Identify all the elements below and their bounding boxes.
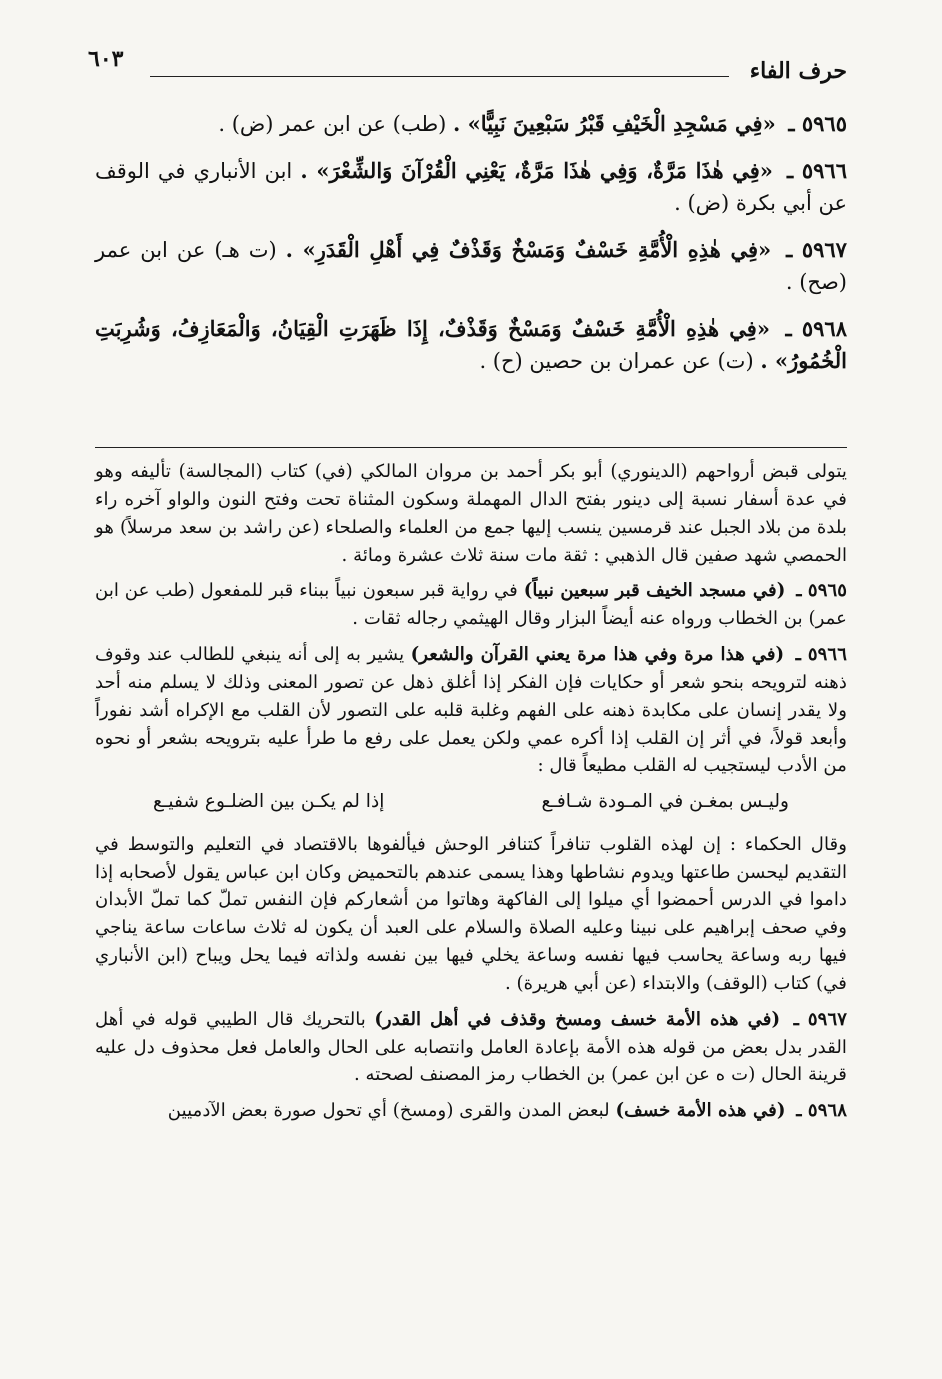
commentary-number: ٥٩٦٧ ـ [793,1008,847,1030]
commentary-lemma: (في هذه الأمة خسف) [615,1100,786,1122]
commentary-lemma: (في مسجد الخيف قبر سبعين نبياً) [523,580,786,602]
section-divider [95,447,847,448]
commentary-number: ٥٩٦٦ ـ [795,644,847,666]
entry-number: ٥٩٦٦ ـ [787,157,847,183]
poem-verse [95,788,847,816]
chapter-title: حرف الفاء [749,58,847,84]
hadith-reference: (ت هـ) عن ابن عمر (صح) . [95,237,847,295]
verse-second-hemistich: إذا لم يكـن بين الضلـوع شفيـع [153,791,385,813]
entry-number: ٥٩٦٧ ـ [786,236,847,262]
hadith-entry [95,108,847,141]
commentary-number: ٥٩٦٨ ـ [796,1100,847,1122]
commentary-paragraph: وقال الحكماء : إن لهذه القلوب تنافراً كتنافر الوحش فيألفوها بالاقتصاد في التعليم والتوسط في التقديم ليحسن طاعتها ويدوم نشاطها وهذا يسمى عندهم بالتحميض وكان ابن عباس يقول لأصحابه إذا داموا في الدرس أحمضوا أي ميلوا إلى الفاكهة وهاتوا من أشعاركم فإن النفس تملّ كما تملّ الأبدان وفي صحف إبراهيم على نبينا وعليه الصلاة والسلام على العبد أن يكون له ثلاث ساعات ساعة يناجي فيها ربه وساعة يحاسب فيها نفسه وساعة يخلي فيها بين نفسه ولذاته فيما يحل ويباح (ابن الأنباري في) كتاب (الوقف) والابتداء (عن أبي هريرة) . [95,833,847,994]
commentary-number: ٥٩٦٥ ـ [796,580,847,602]
page-number: ٦٠٣ [88,46,124,72]
hadith-text: «فِي هٰذِهِ الْأُمَّةِ خَسْفٌ وَمَسْخٌ وَقَذْفٌ، إِذَا ظَهَرَتِ الْقِيَانُ، وَالْمَعَازِفُ، وَشُرِبَتِ الْخُمُورُ» . [95,315,847,374]
header-rule [150,76,729,77]
commentary-paragraph [95,1006,847,1090]
hadith-list [95,108,847,392]
commentary-text: بالتحريك قال الطيبي قوله في أهل القدر بدل بعض من قوله هذه الأمة بإعادة العامل وانتصابه على الحال والعامل فعل محذوف دل عليه قرينة الحال (ت ه عن ابن عمر) بن الخطاب رمز المصنف لصحته . [95,1008,847,1086]
commentary-paragraph [95,577,847,633]
commentary-paragraph [95,1097,847,1125]
commentary-text: يشير به إلى أنه ينبغي للطالب عند وقوف ذهنه لترويحه بنحو شعر أو حكايات فإن الفكر إذا أغلق ذهل عن تصور المعنى وذلك لا يسلم منه أحد ولا يقدر إنسان على مكابدة ذهنه على الفهم وغلبة قلبه على التصور لأن القلب مع الإكراه أشد نفوراً وأبعد قولاً، في أثر إن القلب إذا أكره عمي ولكن يعمل على رفع ما طرأ عليه بترويحه بشعر أو نحوه من الأدب ليستجيب له القلب مطيعاً قال : [95,644,847,777]
verse-first-hemistich: وليـس بمغـن في المـودة شـافـع [541,791,789,813]
hadith-entry [95,313,847,378]
hadith-text: «فِي مَسْجِدِ الْخَيْفِ قَبْرُ سَبْعِينَ نَبِيًّا» . [453,111,776,136]
commentary-lemma: (في هذا مرة وفي هذا مرة يعني القرآن والشعر) [410,644,785,666]
commentary-section [95,458,847,1133]
hadith-reference: (ت) عن عمران بن حصين (ح) . [479,349,754,374]
entry-number: ٥٩٦٥ ـ [788,111,847,136]
hadith-text: «فِي هٰذَا مَرَّةٌ، وَفِي هٰذَا مَرَّةٌ، يَعْنِي الْقُرْآنَ وَالشِّعْرَ» . [300,157,773,183]
hadith-text: «فِي هٰذِهِ الْأُمَّةِ خَسْفٌ وَمَسْخٌ وَقَذْفٌ فِي أَهْلِ الْقَدَرِ» . [285,236,772,262]
entry-number: ٥٩٦٨ ـ [785,315,847,341]
hadith-reference: (طب) عن ابن عمر (ض) . [218,112,447,136]
page-header [88,46,847,86]
hadith-entry [95,155,847,220]
commentary-text: لبعض المدن والقرى (ومسخ) أي تحول صورة بعض الآدميين [167,1100,610,1122]
commentary-lemma: (في هذه الأمة خسف ومسخ وقذف في أهل القدر) [374,1008,781,1030]
hadith-entry [95,234,847,299]
commentary-paragraph [95,641,847,780]
commentary-text: في رواية قبر سبعون نبياً ببناء قبر للمفعول (طب عن ابن عمر) بن الخطاب ورواه عنه أيضاً البزار وقال الهيثمي رجاله ثقات . [95,580,847,630]
hadith-reference: ابن الأنباري في الوقف عن أبي بكرة (ض) . [95,158,847,216]
commentary-paragraph: يتولى قبض أرواحهم (الدينوري) أبو بكر أحمد بن مروان المالكي (في) كتاب (المجالسة) تأليفه وهو في عدة أسفار نسبة إلى دينور بفتح الدال المهملة وسكون المثناة تحت وفتح النون والواو آخره راء بلدة من بلاد الجبل عند قرمسين ينسب إليها جمع من العلماء والصلحاء (عن راشد بن سعد مرسلاً) هو الحمصي شهد صفين قال الذهبي : ثقة مات سنة ثلاث عشرة ومائة . [95,461,847,566]
